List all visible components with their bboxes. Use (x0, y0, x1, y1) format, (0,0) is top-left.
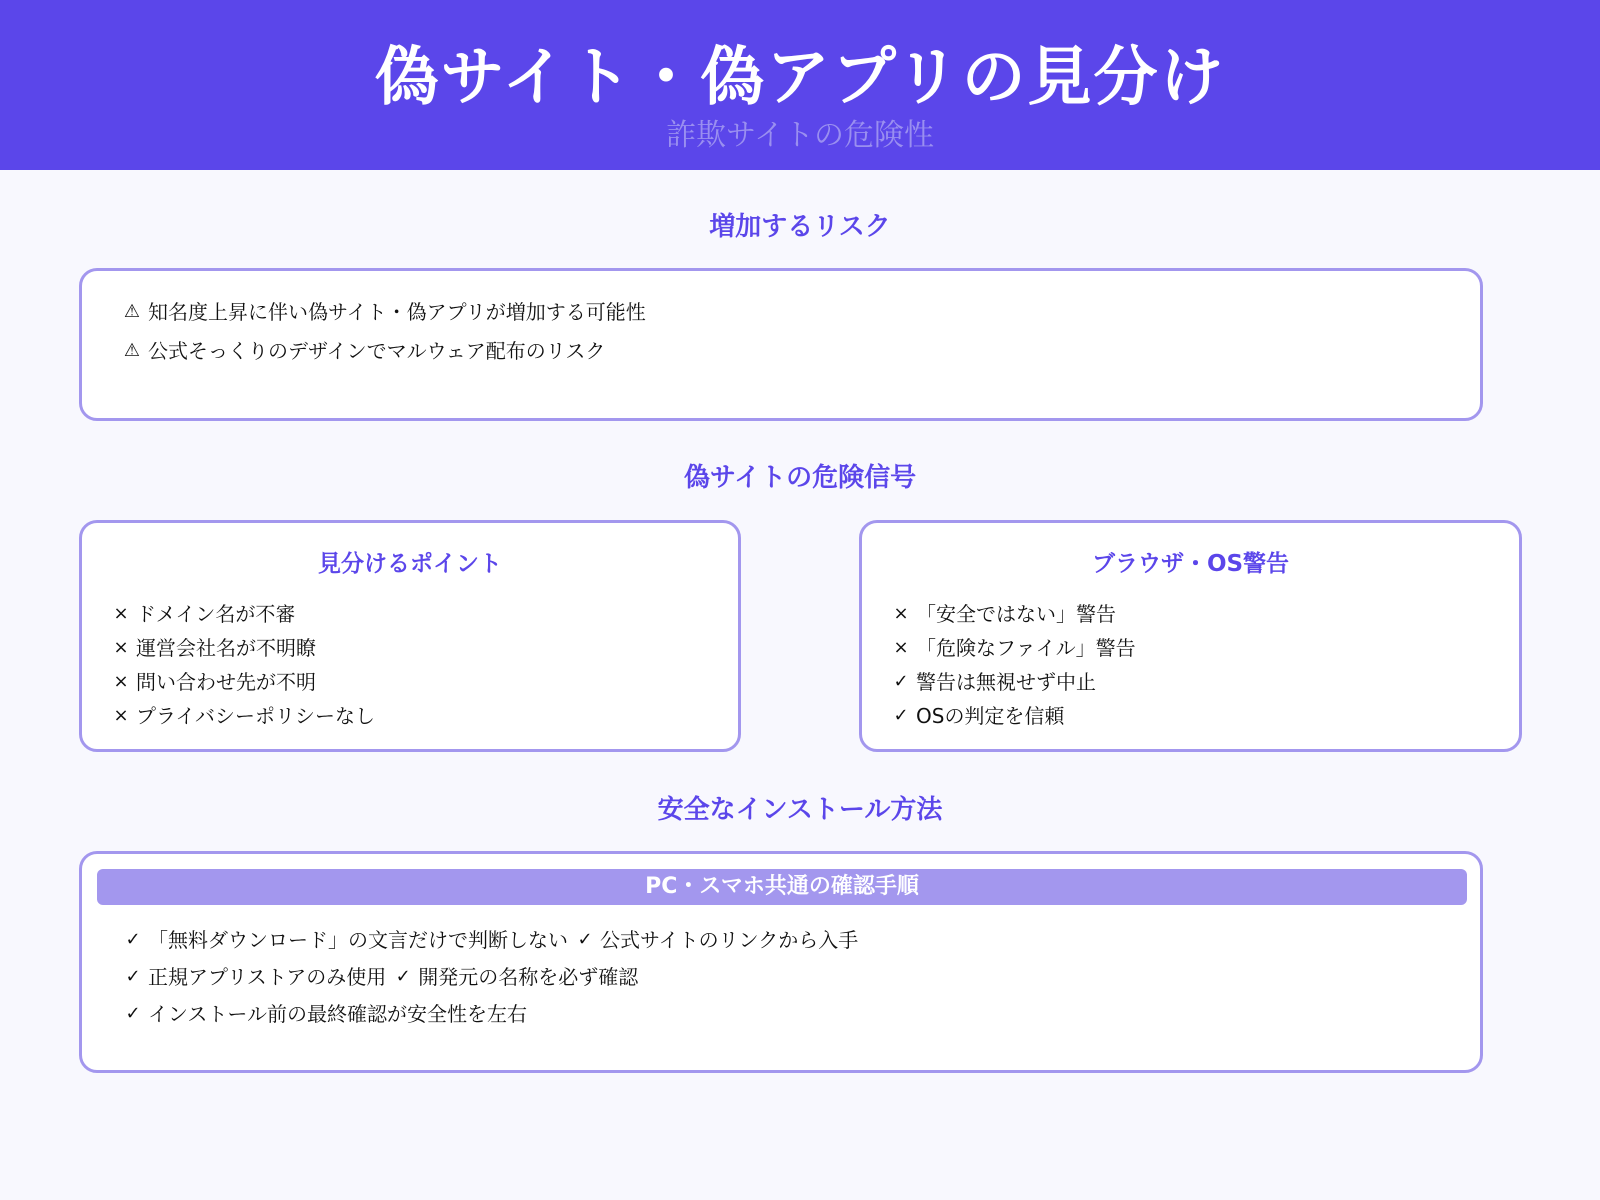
list-item (122, 964, 858, 990)
check-icon: ✓ (395, 966, 411, 987)
signals-section-title: 偽サイトの危険信号 (683, 463, 917, 493)
point-item-text: プライバシーポリシーなし (136, 704, 375, 728)
points-card (79, 520, 741, 752)
warning-icon: ⚠ (123, 301, 141, 322)
list-item (110, 703, 375, 729)
check-icon: ✓ (125, 1003, 141, 1024)
cross-icon: × (893, 603, 909, 624)
browser-list (890, 601, 1136, 737)
points-card-title: 見分けるポイント (318, 551, 502, 577)
warning-icon: ⚠ (123, 340, 141, 361)
install-step (574, 927, 858, 953)
cross-icon: × (113, 671, 129, 692)
risk-section-title: 増加するリスク (709, 212, 891, 242)
install-step (392, 964, 638, 990)
install-card (79, 851, 1483, 1073)
install-step-text: 公式サイトのリンクから入手 (600, 928, 859, 952)
browser-item-text: 警告は無視せず中止 (916, 670, 1096, 694)
risk-item-text: 知名度上昇に伴い偽サイト・偽アプリが増加する可能性 (148, 300, 646, 324)
install-section-title: 安全なインストール方法 (657, 795, 943, 825)
install-step (122, 927, 568, 953)
check-icon: ✓ (125, 966, 141, 987)
list-item (110, 601, 375, 627)
list-item (890, 601, 1136, 627)
list-item (122, 927, 858, 953)
check-icon: ✓ (893, 671, 909, 692)
list-item (110, 635, 375, 661)
install-step (122, 964, 386, 990)
cross-icon: × (893, 637, 909, 658)
browser-item-text: OSの判定を信頼 (916, 704, 1065, 728)
browser-item-text: 「安全ではない」警告 (916, 602, 1116, 626)
browser-card-title: ブラウザ・OS警告 (1091, 551, 1290, 577)
risk-list (120, 299, 646, 377)
cross-icon: × (113, 705, 129, 726)
point-item-text: 運営会社名が不明瞭 (136, 636, 316, 660)
list-item (120, 338, 646, 364)
install-list (122, 927, 858, 1038)
browser-warning-card (859, 520, 1522, 752)
list-item (122, 1001, 858, 1027)
risk-card (79, 268, 1483, 421)
check-icon: ✓ (893, 705, 909, 726)
page-header (0, 0, 1600, 170)
install-step-text: インストール前の最終確認が安全性を左右 (148, 1002, 527, 1026)
install-steps-banner: PC・スマホ共通の確認手順 (97, 869, 1467, 905)
list-item (890, 703, 1136, 729)
install-step-text: 開発元の名称を必ず確認 (418, 965, 639, 989)
check-icon: ✓ (577, 929, 593, 950)
check-icon: ✓ (125, 929, 141, 950)
page-subtitle: 詐欺サイトの危険性 (666, 118, 934, 153)
point-item-text: ドメイン名が不審 (136, 602, 296, 626)
browser-item-text: 「危険なファイル」警告 (916, 636, 1136, 660)
install-step (122, 1001, 527, 1027)
install-step-text: 正規アプリストアのみ使用 (148, 965, 387, 989)
install-step-text: 「無料ダウンロード」の文言だけで判断しない (148, 928, 568, 952)
page-title: 偽サイト・偽アプリの見分け (374, 41, 1226, 115)
risk-item-text: 公式そっくりのデザインでマルウェア配布のリスク (148, 339, 606, 363)
list-item (110, 669, 375, 695)
list-item (890, 669, 1136, 695)
list-item (120, 299, 646, 325)
list-item (890, 635, 1136, 661)
cross-icon: × (113, 603, 129, 624)
point-item-text: 問い合わせ先が不明 (136, 670, 316, 694)
points-list (110, 601, 375, 737)
cross-icon: × (113, 637, 129, 658)
